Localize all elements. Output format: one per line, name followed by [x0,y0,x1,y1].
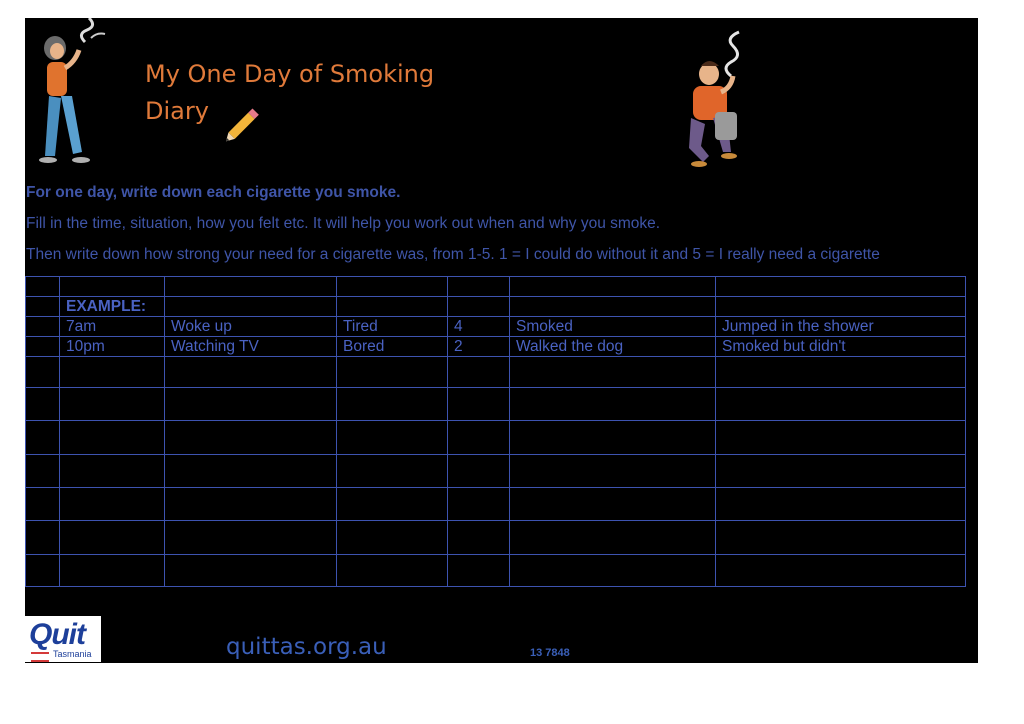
table-cell[interactable] [165,555,337,587]
quit-tasmania-logo [25,616,101,662]
table-cell[interactable] [510,421,716,455]
table-cell[interactable] [165,455,337,488]
table-cell[interactable] [716,277,966,297]
page-title [145,56,434,130]
diary-sheet [25,18,978,663]
table-cell[interactable] [26,357,60,388]
table-cell[interactable]: Watching TV [165,337,337,357]
intro-rating-scale: Then write down how strong your need for a cigarette was, from 1-5. 1 = I could do without it and 5 = I really need a cigarette [26,246,880,263]
table-cell[interactable] [60,455,165,488]
table-cell[interactable]: 4 [448,317,510,337]
table-cell[interactable] [337,488,448,521]
logo-subtext: Tasmania [53,649,92,659]
pencil-icon [223,102,265,146]
table-cell[interactable]: Smoked [510,317,716,337]
table-cell[interactable] [716,297,966,317]
table-cell[interactable] [165,297,337,317]
table-cell[interactable] [716,357,966,388]
table-cell[interactable]: Bored [337,337,448,357]
table-cell[interactable] [165,388,337,421]
table-cell[interactable] [26,488,60,521]
table-row [26,277,966,297]
table-row [26,317,966,337]
table-cell[interactable] [26,297,60,317]
table-cell[interactable]: Walked the dog [510,337,716,357]
table-cell[interactable] [448,455,510,488]
table-cell[interactable] [60,277,165,297]
table-cell[interactable] [510,297,716,317]
table-cell[interactable] [448,521,510,555]
table-cell[interactable] [26,337,60,357]
table-cell[interactable] [510,277,716,297]
table-cell[interactable] [60,388,165,421]
table-row [26,357,966,388]
table-cell[interactable]: Smoked but didn't [716,337,966,357]
table-cell[interactable]: Jumped in the shower [716,317,966,337]
table-cell[interactable] [716,455,966,488]
table-row [26,337,966,357]
table-cell[interactable] [165,421,337,455]
website-link[interactable]: quittas.org.au [226,634,387,660]
table-cell[interactable] [448,555,510,587]
woman-smoking-illustration [33,18,117,170]
table-row [26,388,966,421]
table-cell[interactable] [165,277,337,297]
table-cell[interactable] [165,488,337,521]
table-cell[interactable] [60,488,165,521]
table-cell[interactable] [448,488,510,521]
table-cell[interactable] [448,421,510,455]
table-cell[interactable] [60,555,165,587]
logo-stripes [31,652,49,662]
table-cell[interactable]: 2 [448,337,510,357]
table-cell[interactable] [337,357,448,388]
table-cell[interactable] [337,421,448,455]
intro-heading: For one day, write down each cigarette you smoke. [26,184,401,201]
table-row [26,488,966,521]
table-cell[interactable] [510,357,716,388]
table-cell[interactable] [60,421,165,455]
table-cell[interactable] [448,357,510,388]
table-cell[interactable] [26,555,60,587]
table-cell[interactable]: Woke up [165,317,337,337]
table-row [26,297,966,317]
table-cell[interactable] [26,317,60,337]
table-cell[interactable] [337,297,448,317]
table-cell[interactable] [510,488,716,521]
table-cell[interactable]: EXAMPLE: [60,297,165,317]
table-cell[interactable] [448,388,510,421]
table-cell[interactable] [716,555,966,587]
man-smoking-illustration [663,26,761,176]
table-row [26,555,966,587]
table-cell[interactable] [716,488,966,521]
table-cell[interactable] [510,455,716,488]
table-cell[interactable] [337,521,448,555]
table-cell[interactable] [60,521,165,555]
title-line-1: My One Day of Smoking [145,60,435,88]
logo-text: Quit [29,618,85,651]
table-cell[interactable] [337,455,448,488]
table-cell[interactable] [510,388,716,421]
table-cell[interactable] [337,555,448,587]
table-cell[interactable]: 7am [60,317,165,337]
table-cell[interactable] [60,357,165,388]
table-cell[interactable] [26,455,60,488]
table-cell[interactable] [510,521,716,555]
title-line-2: Diary [145,97,209,125]
phone-number: 13 7848 [530,647,570,659]
table-row [26,455,966,488]
table-cell[interactable] [26,388,60,421]
table-cell[interactable] [510,555,716,587]
table-cell[interactable] [716,388,966,421]
table-cell[interactable] [26,277,60,297]
table-cell[interactable] [337,277,448,297]
table-cell[interactable] [26,421,60,455]
table-cell[interactable] [337,388,448,421]
table-cell[interactable]: 10pm [60,337,165,357]
table-cell[interactable] [716,521,966,555]
table-cell[interactable] [26,521,60,555]
intro-instructions: Fill in the time, situation, how you felt etc. It will help you work out when and why you smoke. [26,215,661,232]
table-cell[interactable] [165,521,337,555]
table-cell[interactable]: Tired [337,317,448,337]
table-cell[interactable] [448,277,510,297]
table-cell[interactable] [716,421,966,455]
table-cell[interactable] [165,357,337,388]
table-row [26,421,966,455]
table-cell[interactable] [448,297,510,317]
table-row [26,521,966,555]
smoking-diary-table [25,276,966,587]
